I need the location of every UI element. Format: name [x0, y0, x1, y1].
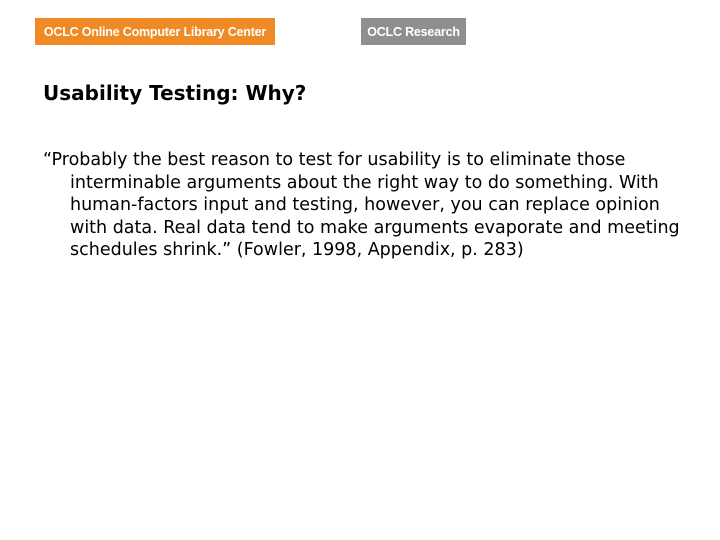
slide-quote: “Probably the best reason to test for usability is to eliminate those interminable arguments about the right way to do something. With human-factors input and testing, however, you can replace opinion with data. Real data tend to make arguments evaporate and meeting schedules shrink.” (Fowler, 1998, Appendix, p. 283) [43, 150, 680, 260]
slide-title: Usability Testing: Why? [43, 81, 307, 105]
oclc-logo-text: OCLC Online Computer Library Center [43, 24, 267, 39]
oclc-research-logo-text: OCLC Research [367, 24, 460, 39]
oclc-logo [35, 18, 275, 45]
oclc-research-logo [361, 18, 466, 45]
